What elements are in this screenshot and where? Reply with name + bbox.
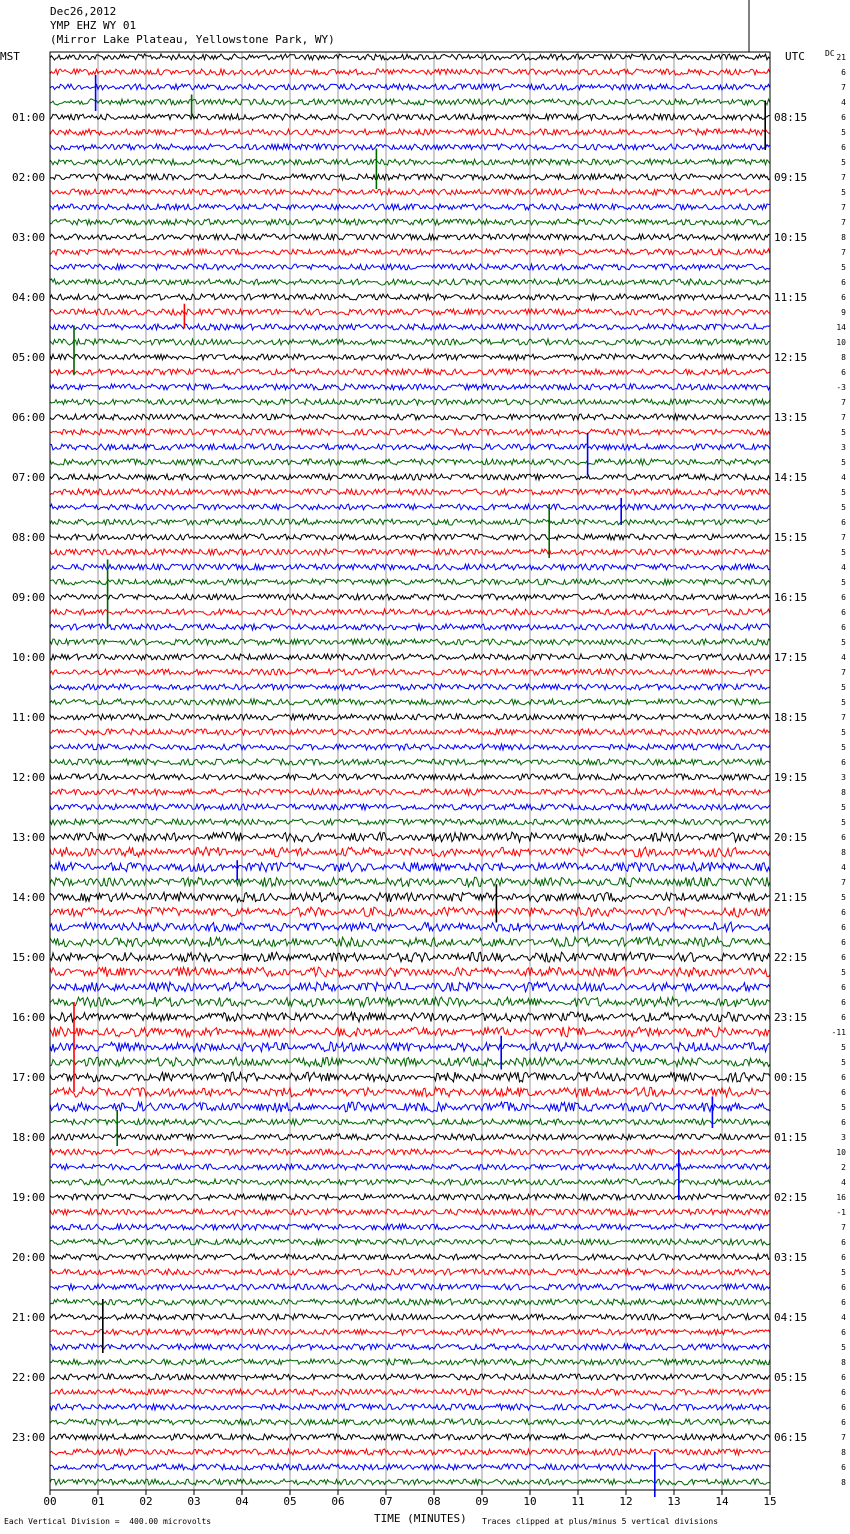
hour-label-right: 09:15	[774, 171, 808, 184]
trace-line	[50, 937, 770, 947]
dc-value: 5	[841, 683, 846, 692]
dc-value: 6	[841, 518, 846, 527]
trace-line	[50, 684, 770, 690]
x-tick-label: 12	[619, 1495, 633, 1508]
dc-value: 6	[841, 938, 846, 947]
trace-line	[50, 1299, 770, 1305]
trace-line	[50, 594, 770, 600]
trace-line	[50, 114, 770, 120]
dc-value: 6	[841, 143, 846, 152]
trace-line	[50, 1042, 770, 1052]
dc-value: 6	[841, 923, 846, 932]
right-timezone-label: UTC	[785, 50, 805, 63]
trace-line	[50, 892, 770, 902]
dc-value: 2	[841, 1163, 846, 1172]
trace-line	[50, 804, 770, 810]
dc-value: -1	[836, 1208, 846, 1217]
trace-line	[50, 669, 770, 675]
hour-label-left: 10:00	[12, 651, 46, 664]
dc-value: 7	[841, 248, 846, 257]
trace-line	[50, 549, 770, 555]
hour-label-right: 16:15	[774, 591, 808, 604]
trace-line	[50, 474, 770, 480]
hour-label-right: 03:15	[774, 1251, 808, 1264]
trace-line	[50, 369, 770, 375]
dc-value: 7	[841, 1223, 846, 1232]
dc-value: -11	[831, 1028, 846, 1037]
dc-value: 7	[841, 713, 846, 722]
dc-value: 5	[841, 458, 846, 467]
x-tick-label: 10	[523, 1495, 537, 1508]
dc-value: 7	[841, 533, 846, 542]
trace-line	[50, 624, 770, 630]
hour-label-left: 02:00	[12, 171, 46, 184]
dc-value: 5	[841, 503, 846, 512]
hour-label-left: 15:00	[12, 951, 46, 964]
trace-line	[50, 1057, 770, 1067]
dc-value: 6	[841, 758, 846, 767]
hour-label-right: 04:15	[774, 1311, 808, 1324]
dc-value: 6	[841, 1388, 846, 1397]
trace-line	[50, 339, 770, 345]
dc-value: 6	[841, 608, 846, 617]
trace-line	[50, 609, 770, 615]
hour-label-left: 12:00	[12, 771, 46, 784]
x-tick-label: 00	[43, 1495, 57, 1508]
trace-line	[50, 99, 770, 105]
hour-label-right: 13:15	[774, 411, 808, 424]
dc-value: 6	[841, 593, 846, 602]
hour-label-left: 06:00	[12, 411, 46, 424]
x-tick-label: 08	[427, 1495, 441, 1508]
dc-value: 5	[841, 188, 846, 197]
trace-line	[50, 1449, 770, 1455]
dc-value: 6	[841, 908, 846, 917]
trace-line	[50, 639, 770, 645]
trace-line	[50, 324, 770, 330]
trace-line	[50, 399, 770, 405]
dc-value: 8	[841, 1478, 846, 1487]
trace-line	[50, 1389, 770, 1395]
dc-value: 5	[841, 743, 846, 752]
dc-value: 7	[841, 218, 846, 227]
dc-value: 6	[841, 1298, 846, 1307]
dc-value: 5	[841, 893, 846, 902]
trace-line	[50, 564, 770, 570]
x-tick-label: 09	[475, 1495, 489, 1508]
x-tick-label: 06	[331, 1495, 345, 1508]
dc-value: 7	[841, 668, 846, 677]
dc-value: 6	[841, 1328, 846, 1337]
trace-line	[50, 729, 770, 735]
dc-value: 5	[841, 803, 846, 812]
dc-value: 5	[841, 548, 846, 557]
trace-line	[50, 144, 770, 150]
trace-line	[50, 264, 770, 270]
hour-label-left: 05:00	[12, 351, 46, 364]
dc-value: 6	[841, 998, 846, 1007]
trace-line	[50, 444, 770, 450]
dc-value: 4	[841, 863, 846, 872]
trace-line	[50, 249, 770, 255]
dc-value: 5	[841, 1043, 846, 1052]
hour-label-left: 03:00	[12, 231, 46, 244]
dc-value: 5	[841, 1343, 846, 1352]
trace-line	[50, 1119, 770, 1125]
trace-line	[50, 534, 770, 540]
dc-value: 7	[841, 173, 846, 182]
dc-value: 5	[841, 728, 846, 737]
trace-line	[50, 159, 770, 165]
dc-value: 4	[841, 653, 846, 662]
dc-value: 14	[836, 323, 846, 332]
left-timezone-label: MST	[0, 50, 20, 63]
dc-value: 10	[836, 1148, 846, 1157]
hour-label-right: 20:15	[774, 831, 808, 844]
dc-value: 4	[841, 563, 846, 572]
dc-value: 7	[841, 398, 846, 407]
hour-label-right: 00:15	[774, 1071, 808, 1084]
seismic-events	[74, 75, 765, 1497]
trace-line	[50, 952, 770, 962]
hour-label-left: 23:00	[12, 1431, 46, 1444]
seismic-traces	[50, 54, 770, 1485]
dc-label: DC	[825, 49, 835, 58]
dc-value: 5	[841, 638, 846, 647]
hour-label-right: 01:15	[774, 1131, 808, 1144]
dc-value: 6	[841, 1253, 846, 1262]
dc-value: 21	[836, 53, 846, 62]
dc-value: 6	[841, 293, 846, 302]
trace-line	[50, 69, 770, 75]
dc-value: 5	[841, 968, 846, 977]
x-tick-label: 01	[91, 1495, 105, 1508]
hour-label-right: 10:15	[774, 231, 808, 244]
dc-value: 8	[841, 788, 846, 797]
dc-value: 5	[841, 158, 846, 167]
trace-line	[50, 459, 770, 465]
trace-line	[50, 1134, 770, 1140]
dc-value: 6	[841, 833, 846, 842]
hour-label-right: 05:15	[774, 1371, 808, 1384]
trace-line	[50, 174, 770, 180]
trace-line	[50, 907, 770, 917]
dc-value: 8	[841, 233, 846, 242]
trace-line	[50, 1027, 770, 1037]
dc-value: 6	[841, 623, 846, 632]
trace-line	[50, 997, 770, 1007]
hour-label-left: 13:00	[12, 831, 46, 844]
trace-line	[50, 1239, 770, 1245]
trace-line	[50, 1254, 770, 1260]
dc-value: 8	[841, 1448, 846, 1457]
hour-label-right: 15:15	[774, 531, 808, 544]
trace-line	[50, 1374, 770, 1380]
hour-label-left: 08:00	[12, 531, 46, 544]
dc-value: 5	[841, 263, 846, 272]
dc-value: 8	[841, 353, 846, 362]
trace-line	[50, 699, 770, 705]
trace-line	[50, 279, 770, 285]
hour-label-left: 22:00	[12, 1371, 46, 1384]
trace-line	[50, 1224, 770, 1230]
dc-value: 6	[841, 1118, 846, 1127]
hour-label-left: 18:00	[12, 1131, 46, 1144]
hour-label-right: 14:15	[774, 471, 808, 484]
trace-line	[50, 1479, 770, 1485]
trace-line	[50, 982, 770, 992]
trace-line	[50, 429, 770, 435]
trace-line	[50, 1284, 770, 1290]
trace-line	[50, 774, 770, 780]
trace-line	[50, 189, 770, 195]
trace-line	[50, 309, 770, 315]
hour-label-left: 07:00	[12, 471, 46, 484]
trace-line	[50, 54, 770, 60]
hour-label-left: 19:00	[12, 1191, 46, 1204]
hour-label-right: 02:15	[774, 1191, 808, 1204]
dc-value: 6	[841, 1403, 846, 1412]
dc-value: 5	[841, 698, 846, 707]
header-location: (Mirror Lake Plateau, Yellowstone Park, WY)	[50, 33, 335, 46]
hour-label-right: 23:15	[774, 1011, 808, 1024]
dc-value: 4	[841, 1178, 846, 1187]
dc-value: 7	[841, 878, 846, 887]
dc-value: 6	[841, 1373, 846, 1382]
dc-value: 7	[841, 203, 846, 212]
dc-value: 6	[841, 1463, 846, 1472]
dc-value: 16	[836, 1193, 846, 1202]
x-tick-label: 07	[379, 1495, 393, 1508]
x-tick-label: 05	[283, 1495, 297, 1508]
header-station: YMP EHZ WY 01	[50, 19, 137, 32]
dc-value: 7	[841, 1433, 846, 1442]
dc-value: 6	[841, 278, 846, 287]
trace-line	[50, 1179, 770, 1185]
dc-value: 6	[841, 983, 846, 992]
dc-value: 6	[841, 1418, 846, 1427]
trace-line	[50, 1209, 770, 1215]
dc-value: 5	[841, 578, 846, 587]
dc-value: 6	[841, 368, 846, 377]
trace-line	[50, 1149, 770, 1155]
trace-line	[50, 819, 770, 825]
trace-line	[50, 489, 770, 495]
dc-value: 6	[841, 1088, 846, 1097]
dc-value: 5	[841, 1058, 846, 1067]
dc-value: 5	[841, 428, 846, 437]
trace-line	[50, 1164, 770, 1170]
trace-line	[50, 354, 770, 360]
trace-line	[50, 967, 770, 977]
x-tick-label: 11	[571, 1495, 585, 1508]
dc-value: 7	[841, 413, 846, 422]
trace-line	[50, 1344, 770, 1350]
hour-label-left: 11:00	[12, 711, 46, 724]
dc-value: 6	[841, 68, 846, 77]
hour-label-right: 22:15	[774, 951, 808, 964]
trace-line	[50, 759, 770, 765]
trace-line	[50, 294, 770, 300]
scale-note: Each Vertical Division = 400.00 microvolts	[4, 1517, 212, 1526]
dc-value: 4	[841, 98, 846, 107]
dc-value: -3	[836, 383, 846, 392]
trace-line	[50, 1404, 770, 1410]
hour-label-left: 17:00	[12, 1071, 46, 1084]
trace-line	[50, 1072, 770, 1082]
dc-value: 6	[841, 1238, 846, 1247]
hour-label-right: 08:15	[774, 111, 808, 124]
trace-line	[50, 862, 770, 872]
trace-line	[50, 832, 770, 842]
hour-label-right: 12:15	[774, 351, 808, 364]
hour-label-right: 18:15	[774, 711, 808, 724]
trace-line	[50, 504, 770, 510]
trace-line	[50, 847, 770, 857]
dc-value: 5	[841, 1103, 846, 1112]
hour-label-right: 19:15	[774, 771, 808, 784]
dc-value: 6	[841, 1073, 846, 1082]
hour-label-right: 21:15	[774, 891, 808, 904]
trace-line	[50, 579, 770, 585]
trace-line	[50, 219, 770, 225]
trace-line	[50, 789, 770, 795]
trace-line	[50, 1419, 770, 1425]
x-tick-label: 15	[763, 1495, 777, 1508]
trace-line	[50, 84, 770, 90]
x-tick-label: 13	[667, 1495, 681, 1508]
dc-value: 6	[841, 1013, 846, 1022]
trace-line	[50, 1329, 770, 1335]
hour-label-left: 01:00	[12, 111, 46, 124]
x-tick-label: 04	[235, 1495, 249, 1508]
hour-label-left: 09:00	[12, 591, 46, 604]
trace-line	[50, 744, 770, 750]
dc-value: 6	[841, 953, 846, 962]
dc-value: 5	[841, 128, 846, 137]
dc-value: 10	[836, 338, 846, 347]
dc-value: 5	[841, 488, 846, 497]
dc-value: 4	[841, 473, 846, 482]
trace-line	[50, 1464, 770, 1470]
trace-line	[50, 129, 770, 135]
hour-label-right: 17:15	[774, 651, 808, 664]
hour-label-right: 06:15	[774, 1431, 808, 1444]
trace-line	[50, 1269, 770, 1275]
dc-value: 9	[841, 308, 846, 317]
trace-line	[50, 1102, 770, 1112]
dc-value: 3	[841, 443, 846, 452]
trace-line	[50, 1194, 770, 1200]
dc-value: 8	[841, 1358, 846, 1367]
trace-line	[50, 1087, 770, 1097]
dc-value: 4	[841, 1313, 846, 1322]
trace-line	[50, 234, 770, 240]
hour-label-left: 14:00	[12, 891, 46, 904]
header-date: Dec26,2012	[50, 5, 117, 18]
trace-line	[50, 714, 770, 720]
hour-label-left: 16:00	[12, 1011, 46, 1024]
trace-line	[50, 1012, 770, 1022]
dc-value: 3	[841, 1133, 846, 1142]
dc-value: 7	[841, 83, 846, 92]
x-tick-label: 02	[139, 1495, 153, 1508]
clip-note: Traces clipped at plus/minus 5 vertical divisions	[482, 1517, 719, 1526]
dc-value: 3	[841, 773, 846, 782]
trace-line	[50, 204, 770, 210]
trace-line	[50, 1314, 770, 1320]
dc-value: 5	[841, 818, 846, 827]
trace-line	[50, 519, 770, 525]
trace-line	[50, 1359, 770, 1365]
x-tick-label: 14	[715, 1495, 729, 1508]
x-axis-label: TIME (MINUTES)	[374, 1512, 467, 1525]
trace-line	[50, 1434, 770, 1440]
dc-value: 6	[841, 113, 846, 122]
plot-frame	[50, 0, 770, 1490]
trace-line	[50, 414, 770, 420]
hour-label-left: 21:00	[12, 1311, 46, 1324]
dc-value: 5	[841, 1268, 846, 1277]
hour-label-left: 04:00	[12, 291, 46, 304]
dc-value: 8	[841, 848, 846, 857]
x-tick-label: 03	[187, 1495, 201, 1508]
hour-label-left: 20:00	[12, 1251, 46, 1264]
trace-line	[50, 877, 770, 887]
trace-line	[50, 654, 770, 660]
trace-line	[50, 922, 770, 932]
dc-value: 6	[841, 1283, 846, 1292]
trace-line	[50, 384, 770, 390]
hour-label-right: 11:15	[774, 291, 808, 304]
